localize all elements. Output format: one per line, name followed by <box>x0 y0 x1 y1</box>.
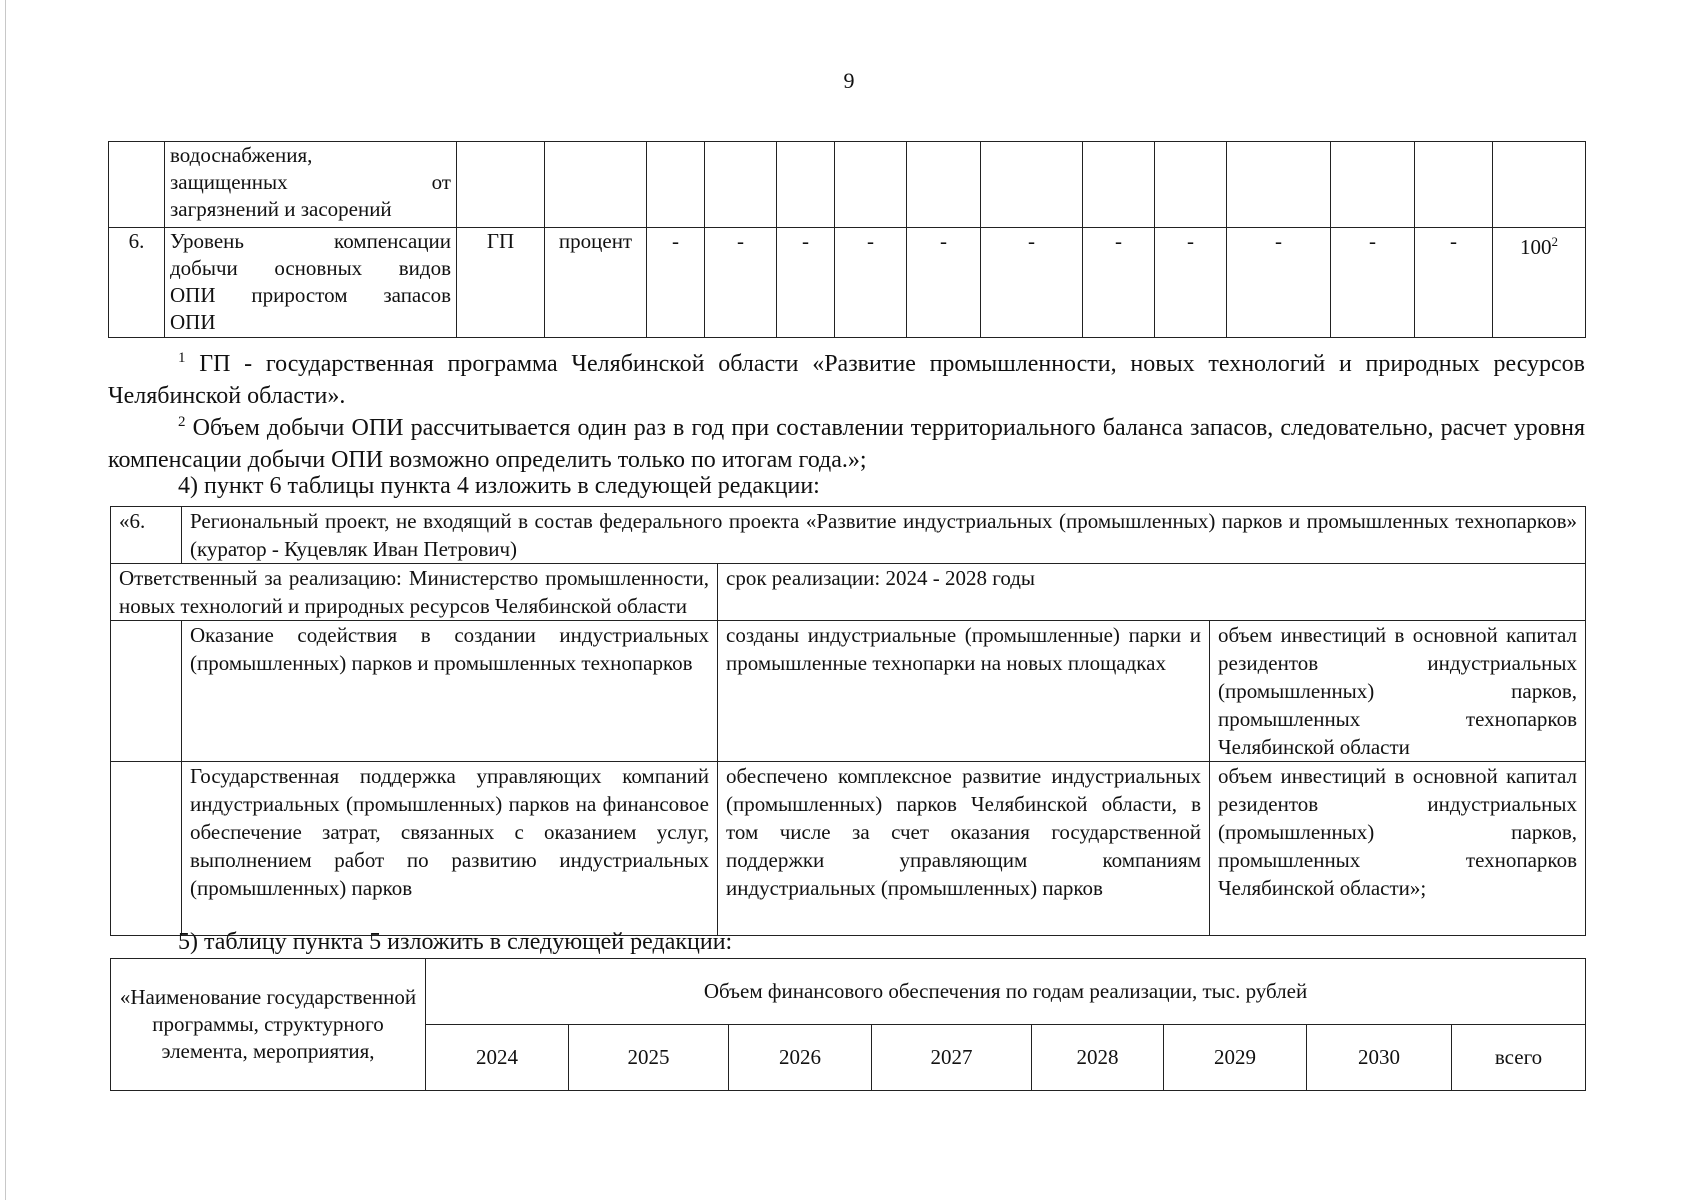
year-header: 2026 <box>729 1025 872 1091</box>
result-cell: созданы индустриальные (промышленные) парки и промышленные технопарки на новых площадках <box>718 621 1210 762</box>
table-row <box>111 507 1586 564</box>
row-number: 6. <box>109 228 165 338</box>
year-header: 2029 <box>1164 1025 1307 1091</box>
year-header: 2028 <box>1032 1025 1164 1091</box>
year-header: 2030 <box>1307 1025 1452 1091</box>
result-cell: обеспечено комплексное развитие индустриальных (промышленных) парков Челябинской области, в том числе за счет оказания государственной поддержки управляющим компаниям индустриальных (промышленных) парков <box>718 762 1210 936</box>
project-title: Региональный проект, не входящий в состав федерального проекта «Развитие индустриальных (промышленных) парков и промышленных технопарков» (куратор - Куцевляк Иван Петрович) <box>182 507 1586 564</box>
regional-project-table <box>110 506 1586 936</box>
value-cell: - <box>705 228 777 338</box>
instruction-4: 4) пункт 6 таблицы пункта 4 изложить в следующей редакции: <box>178 473 820 499</box>
value-cell: - <box>1227 228 1331 338</box>
value-cell: - <box>907 228 981 338</box>
footnote-2: $^2$ Объем добычи ОПИ рассчитывается один раз в год при составлении территориального баланса запасов, следовательно, расчет уровня компенсации добычи ОПИ возможно определить только по итогам года.»; <box>108 414 1586 473</box>
page-number: 9 <box>843 68 855 93</box>
value-cell: - <box>777 228 835 338</box>
name-header: «Наименование государственной программы, структурного элемента, мероприятия, <box>111 959 426 1091</box>
year-header: 2027 <box>872 1025 1032 1091</box>
indicator-level: ГП <box>457 228 545 338</box>
indicator-name: Уровень компенсации добычи основных видов ОПИ приростом запасов ОПИ <box>165 228 457 338</box>
table-row <box>109 142 1586 228</box>
table-row <box>111 564 1586 621</box>
value-cell: - <box>1155 228 1227 338</box>
table-row <box>109 228 1586 338</box>
total-header: всего <box>1452 1025 1586 1091</box>
instruction-5: 5) таблицу пункта 5 изложить в следующей редакции: <box>178 929 733 955</box>
indicator-name-continuation: водоснабжения, защищенных от загрязнений и засорений <box>165 142 457 228</box>
indicators-table <box>108 141 1586 338</box>
value-cell: - <box>981 228 1083 338</box>
task-cell: Государственная поддержка управляющих компаний индустриальных (промышленных) парков на финансовое обеспечение затрат, связанных с оказанием услуг, выполнением работ по развитию индустриальных (промышленных) парков <box>182 762 718 936</box>
value-cell: - <box>647 228 705 338</box>
indicator-cell: объем инвестиций в основной капитал резидентов индустриальных (промышленных) парков, промышленных технопарков Челябинской области»; <box>1210 762 1586 936</box>
project-number: «6. <box>111 507 182 564</box>
indicator-unit: процент <box>545 228 647 338</box>
value-cell: - <box>1415 228 1493 338</box>
finance-header: Объем финансового обеспечения по годам реализации, тыс. рублей <box>426 959 1586 1025</box>
table-row <box>111 762 1586 936</box>
footnote-1: $^1$ ГП - государственная программа Челябинской области «Развитие промышленности, новых технологий и природных ресурсов Челябинской области». <box>108 350 1586 409</box>
implementation-term: срок реализации: 2024 - 2028 годы <box>718 564 1586 621</box>
indicator-cell: объем инвестиций в основной капитал резидентов индустриальных (промышленных) парков, промышленных технопарков Челябинской области <box>1210 621 1586 762</box>
final-value-cell: $100^2$ <box>1493 228 1586 338</box>
value-cell: - <box>1331 228 1415 338</box>
table-row <box>111 959 1586 1025</box>
finance-table <box>110 958 1586 1091</box>
year-header: 2025 <box>569 1025 729 1091</box>
table-row <box>111 621 1586 762</box>
responsible-party: Ответственный за реализацию: Министерство промышленности, новых технологий и природных ресурсов Челябинской области <box>111 564 718 621</box>
year-header: 2024 <box>426 1025 569 1091</box>
value-cell: - <box>1083 228 1155 338</box>
task-cell: Оказание содействия в создании индустриальных (промышленных) парков и промышленных технопарков <box>182 621 718 762</box>
page-edge-line <box>5 0 6 1200</box>
value-cell: - <box>835 228 907 338</box>
